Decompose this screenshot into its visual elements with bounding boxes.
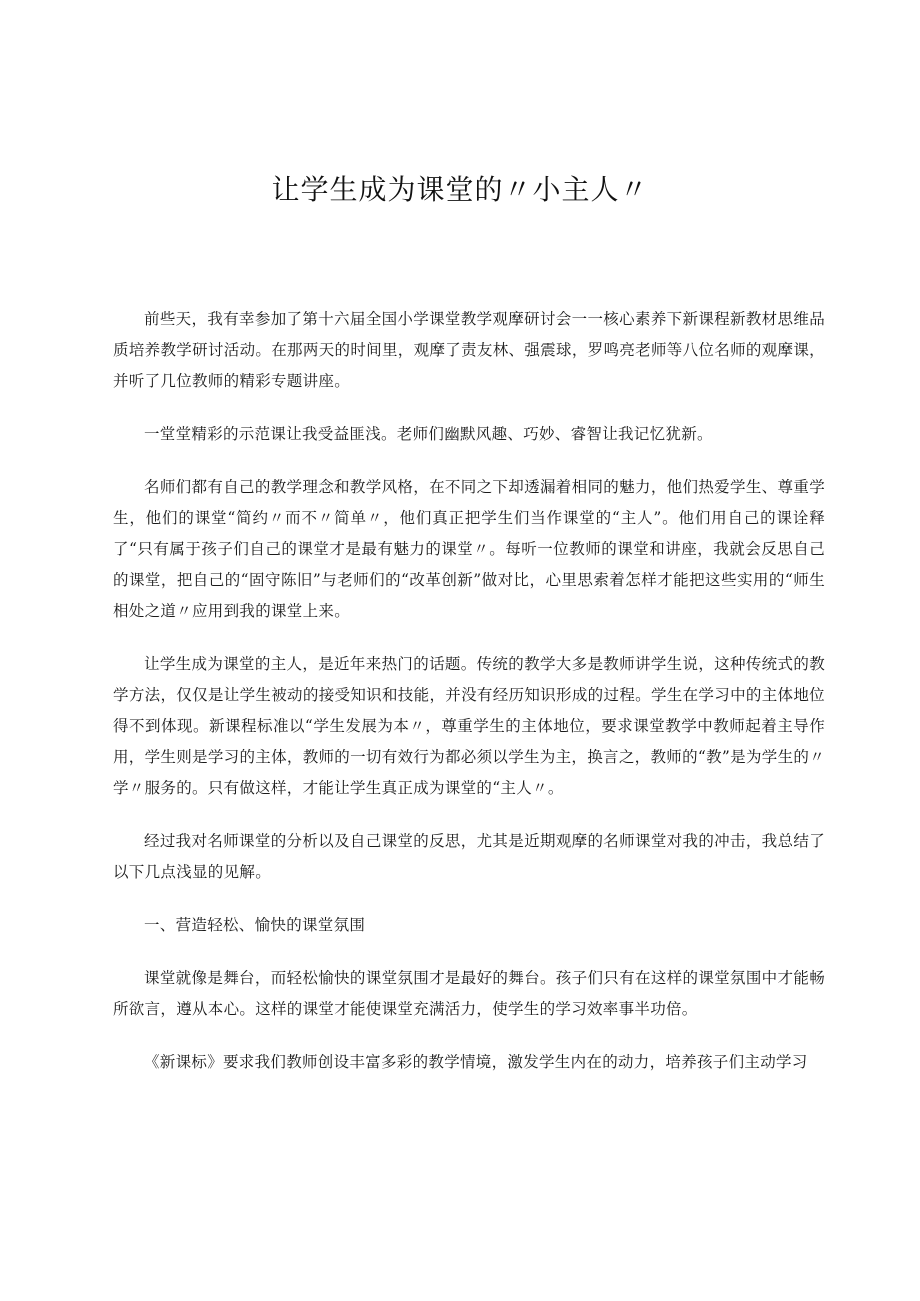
- document-title: 让学生成为课堂的〃小主人〃: [271, 173, 649, 206]
- paragraph-intro: 前些天，我有幸参加了第十六届全国小学课堂教学观摩研讨会一一核心素养下新课程新教材思维品质培养教学研讨活动。在那两天的时间里，观摩了责友林、强震球，罗鸣亮老师等八位名师的观摩课，并听了几位教师的精彩专题讲座。: [113, 310, 825, 390]
- paragraph-student-master: 让学生成为课堂的主人，是近年来热门的话题。传统的教学大多是教师讲学生说，这种传统式的教学方法，仅仅是让学生被动的接受知识和技能，并没有经历知识形成的过程。学生在学习中的主体地位得不到体现。新课程标准以“学生发展为本〃，尊重学生的主体地位，要求课堂教学中教师起着主导作用，学生则是学习的主体，教师的一切有效行为都必须以学生为主，换言之，教师的“教”是为学生的〃学〃服务的。只有做这样，才能让学生真正成为课堂的“主人〃。: [113, 655, 825, 797]
- paragraph-teachers: 名师们都有自己的教学理念和教学风格，在不同之下却透漏着相同的魅力，他们热爱学生、尊重学生，他们的课堂“简约〃而不〃简单〃，他们真正把学生们当作课堂的“主人”。他们用自己的课诠释了“只有属于孩子们自己的课堂才是最有魅力的课堂〃。每听一位教师的课堂和讲座，我就会反思自己的课堂，把自己的“固守陈旧”与老师们的“改革创新”做对比，心里思索着怎样才能把这些实用的“师生相处之道〃应用到我的课堂上来。: [113, 478, 825, 620]
- document-body: [113, 304, 825, 1100]
- section-heading-1: 一、营造轻松、愉快的课堂氛围: [144, 916, 366, 934]
- paragraph-atmosphere: 课堂就像是舞台，而轻松愉快的课堂氛围才是最好的舞台。孩子们只有在这样的课堂氛围中才能畅所欲言，遵从本心。这样的课堂才能使课堂充满活力，使学生的学习效率事半功倍。: [113, 969, 825, 1018]
- paragraph-new-standard: 《新课标》要求我们教师创设丰富多彩的教学情境，激发学生内在的动力，培养孩子们主动学习: [144, 1053, 808, 1071]
- paragraph-reflection: 经过我对名师课堂的分析以及自己课堂的反思，尤其是近期观摩的名师课堂对我的冲击，我总结了以下几点浅显的见解。: [113, 832, 825, 881]
- paragraph-benefit: 一堂堂精彩的示范课让我受益匪浅。老师们幽默风趣、巧妙、睿智让我记忆犹新。: [144, 425, 713, 443]
